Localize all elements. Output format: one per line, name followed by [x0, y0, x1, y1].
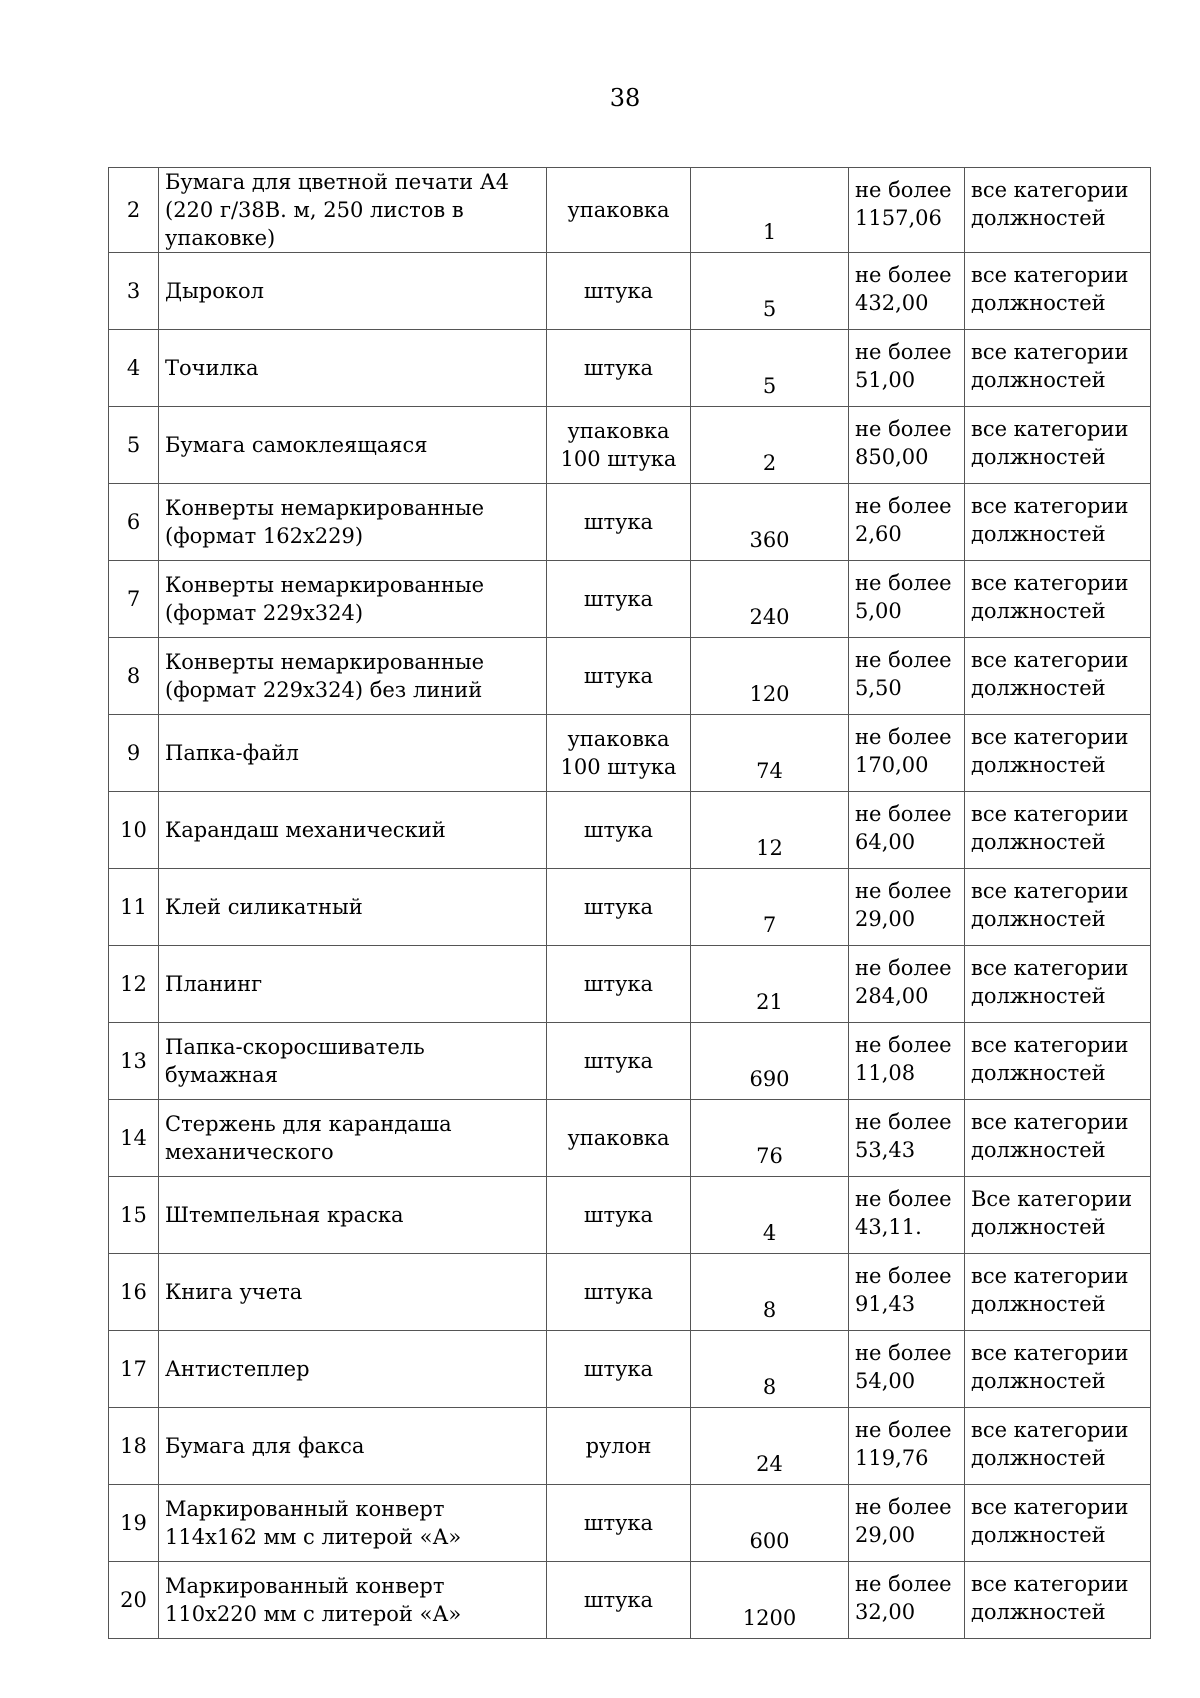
max-price-cell: не более 5,00: [849, 561, 965, 638]
unit-of-measure: упаковка: [567, 1126, 670, 1150]
max-price-cell: не более 284,00: [849, 946, 965, 1023]
unit-of-measure: штука: [583, 356, 654, 380]
position-category-cell: все категории должностей: [965, 792, 1151, 869]
unit-of-measure: штука: [583, 818, 654, 842]
quantity-cell: 360: [691, 484, 849, 561]
item-name-cell: Книга учета: [159, 1254, 547, 1331]
position-category-cell: все категории должностей: [965, 1408, 1151, 1485]
position-category-cell: все категории должностей: [965, 1100, 1151, 1177]
table-row: [109, 1254, 1151, 1331]
item-name-cell: Штемпельная краска: [159, 1177, 547, 1254]
row-number-cell: 3: [109, 253, 159, 330]
unit-of-measure-cell: [547, 792, 691, 869]
item-name-cell: Антистеплер: [159, 1331, 547, 1408]
unit-of-measure: штука: [583, 1280, 654, 1304]
table-row: [109, 1408, 1151, 1485]
position-category-cell: Все категории должностей: [965, 1177, 1151, 1254]
item-name-cell: Карандаш механический: [159, 792, 547, 869]
row-number-cell: 15: [109, 1177, 159, 1254]
table-row: [109, 1331, 1151, 1408]
table-row: [109, 715, 1151, 792]
table-row: [109, 1562, 1151, 1639]
unit-of-measure: штука: [583, 279, 654, 303]
row-number-cell: 18: [109, 1408, 159, 1485]
max-price-cell: не более 850,00: [849, 407, 965, 484]
unit-of-measure-cell: [547, 407, 691, 484]
unit-of-measure: штука: [583, 1511, 654, 1535]
row-number-cell: 20: [109, 1562, 159, 1639]
item-name-cell: Маркированный конверт 114х162 мм с литерой «А»: [159, 1485, 547, 1562]
unit-of-measure: рулон: [585, 1434, 652, 1458]
quantity-cell: 8: [691, 1254, 849, 1331]
unit-of-measure: штука: [583, 1049, 654, 1073]
position-category-cell: все категории должностей: [965, 946, 1151, 1023]
table-row: [109, 946, 1151, 1023]
quantity-cell: 5: [691, 253, 849, 330]
position-category-cell: все категории должностей: [965, 407, 1151, 484]
position-category-cell: все категории должностей: [965, 1254, 1151, 1331]
position-category-cell: все категории должностей: [965, 1485, 1151, 1562]
item-name-cell: Конверты немаркированные (формат 229х324): [159, 561, 547, 638]
quantity-cell: 1: [691, 168, 849, 253]
unit-of-measure-cell: [547, 1485, 691, 1562]
position-category-cell: все категории должностей: [965, 1023, 1151, 1100]
item-name-cell: Стержень для карандаша механического: [159, 1100, 547, 1177]
position-category-cell: все категории должностей: [965, 484, 1151, 561]
max-price-cell: не более 29,00: [849, 1485, 965, 1562]
table-row: [109, 638, 1151, 715]
unit-of-measure-cell: [547, 253, 691, 330]
position-category-cell: все категории должностей: [965, 168, 1151, 253]
max-price-cell: не более 2,60: [849, 484, 965, 561]
item-name-cell: Папка-файл: [159, 715, 547, 792]
unit-of-measure: штука: [583, 1203, 654, 1227]
unit-of-measure: штука: [583, 664, 654, 688]
quantity-cell: 1200: [691, 1562, 849, 1639]
quantity-cell: 8: [691, 1331, 849, 1408]
unit-of-measure-cell: [547, 715, 691, 792]
position-category-cell: все категории должностей: [965, 1331, 1151, 1408]
item-name-cell: Маркированный конверт 110х220 мм с литерой «А»: [159, 1562, 547, 1639]
position-category-cell: все категории должностей: [965, 869, 1151, 946]
unit-of-measure-cell: [547, 1408, 691, 1485]
row-number-cell: 5: [109, 407, 159, 484]
unit-of-measure-cell: [547, 561, 691, 638]
item-name-cell: Бумага для цветной печати А4 (220 г/38В. м, 250 листов в упаковке): [159, 168, 547, 253]
quantity-cell: 2: [691, 407, 849, 484]
unit-of-measure-cell: [547, 638, 691, 715]
row-number-cell: 9: [109, 715, 159, 792]
max-price-cell: не более 5,50: [849, 638, 965, 715]
max-price-cell: не более 53,43: [849, 1100, 965, 1177]
unit-of-measure-cell: [547, 1562, 691, 1639]
unit-of-measure-cell: [547, 168, 691, 253]
item-name-cell: Конверты немаркированные (формат 162х229): [159, 484, 547, 561]
quantity-cell: 12: [691, 792, 849, 869]
position-category-cell: все категории должностей: [965, 330, 1151, 407]
table-row: [109, 253, 1151, 330]
quantity-cell: 690: [691, 1023, 849, 1100]
row-number-cell: 2: [109, 168, 159, 253]
max-price-cell: не более 91,43: [849, 1254, 965, 1331]
row-number-cell: 11: [109, 869, 159, 946]
row-number-cell: 17: [109, 1331, 159, 1408]
table-row: [109, 561, 1151, 638]
table-row: [109, 869, 1151, 946]
quantity-cell: 120: [691, 638, 849, 715]
item-name-cell: Бумага самоклеящаяся: [159, 407, 547, 484]
table-row: [109, 484, 1151, 561]
row-number-cell: 13: [109, 1023, 159, 1100]
quantity-cell: 7: [691, 869, 849, 946]
row-number-cell: 10: [109, 792, 159, 869]
quantity-cell: 76: [691, 1100, 849, 1177]
unit-of-measure: штука: [583, 972, 654, 996]
unit-of-measure: упаковка 100 штука: [560, 727, 677, 779]
quantity-cell: 600: [691, 1485, 849, 1562]
unit-of-measure: штука: [583, 1588, 654, 1612]
max-price-cell: не более 32,00: [849, 1562, 965, 1639]
position-category-cell: все категории должностей: [965, 715, 1151, 792]
table-row: [109, 1177, 1151, 1254]
item-name-cell: Конверты немаркированные (формат 229х324) без линий: [159, 638, 547, 715]
unit-of-measure-cell: [547, 869, 691, 946]
item-name-cell: Папка-скоросшиватель бумажная: [159, 1023, 547, 1100]
unit-of-measure-cell: [547, 1023, 691, 1100]
goods-table: [108, 167, 1151, 1639]
row-number-cell: 19: [109, 1485, 159, 1562]
table-row: [109, 1023, 1151, 1100]
table-row: [109, 1485, 1151, 1562]
row-number-cell: 4: [109, 330, 159, 407]
quantity-cell: 240: [691, 561, 849, 638]
max-price-cell: не более 51,00: [849, 330, 965, 407]
max-price-cell: не более 54,00: [849, 1331, 965, 1408]
max-price-cell: не более 119,76: [849, 1408, 965, 1485]
max-price-cell: не более 432,00: [849, 253, 965, 330]
quantity-cell: 4: [691, 1177, 849, 1254]
unit-of-measure: штука: [583, 895, 654, 919]
unit-of-measure-cell: [547, 1177, 691, 1254]
item-name-cell: Точилка: [159, 330, 547, 407]
max-price-cell: не более 43,11.: [849, 1177, 965, 1254]
unit-of-measure-cell: [547, 1100, 691, 1177]
unit-of-measure: штука: [583, 510, 654, 534]
table-row: [109, 792, 1151, 869]
unit-of-measure: штука: [583, 1357, 654, 1381]
unit-of-measure: штука: [583, 587, 654, 611]
unit-of-measure-cell: [547, 484, 691, 561]
unit-of-measure-cell: [547, 330, 691, 407]
unit-of-measure-cell: [547, 1254, 691, 1331]
row-number-cell: 7: [109, 561, 159, 638]
quantity-cell: 24: [691, 1408, 849, 1485]
row-number-cell: 6: [109, 484, 159, 561]
max-price-cell: не более 11,08: [849, 1023, 965, 1100]
table-row: [109, 407, 1151, 484]
item-name-cell: Планинг: [159, 946, 547, 1023]
item-name-cell: Бумага для факса: [159, 1408, 547, 1485]
unit-of-measure: упаковка 100 штука: [560, 419, 677, 471]
table-row: [109, 168, 1151, 253]
unit-of-measure-cell: [547, 1331, 691, 1408]
item-name-cell: Дырокол: [159, 253, 547, 330]
row-number-cell: 12: [109, 946, 159, 1023]
row-number-cell: 14: [109, 1100, 159, 1177]
quantity-cell: 74: [691, 715, 849, 792]
max-price-cell: не более 64,00: [849, 792, 965, 869]
row-number-cell: 8: [109, 638, 159, 715]
max-price-cell: не более 1157,06: [849, 168, 965, 253]
quantity-cell: 21: [691, 946, 849, 1023]
position-category-cell: все категории должностей: [965, 253, 1151, 330]
position-category-cell: все категории должностей: [965, 638, 1151, 715]
unit-of-measure-cell: [547, 946, 691, 1023]
quantity-cell: 5: [691, 330, 849, 407]
goods-table-body: [109, 168, 1151, 1639]
max-price-cell: не более 170,00: [849, 715, 965, 792]
item-name-cell: Клей силикатный: [159, 869, 547, 946]
table-row: [109, 1100, 1151, 1177]
position-category-cell: все категории должностей: [965, 561, 1151, 638]
row-number-cell: 16: [109, 1254, 159, 1331]
max-price-cell: не более 29,00: [849, 869, 965, 946]
page-number: 38: [609, 84, 641, 112]
position-category-cell: все категории должностей: [965, 1562, 1151, 1639]
table-row: [109, 330, 1151, 407]
unit-of-measure: упаковка: [567, 198, 670, 222]
